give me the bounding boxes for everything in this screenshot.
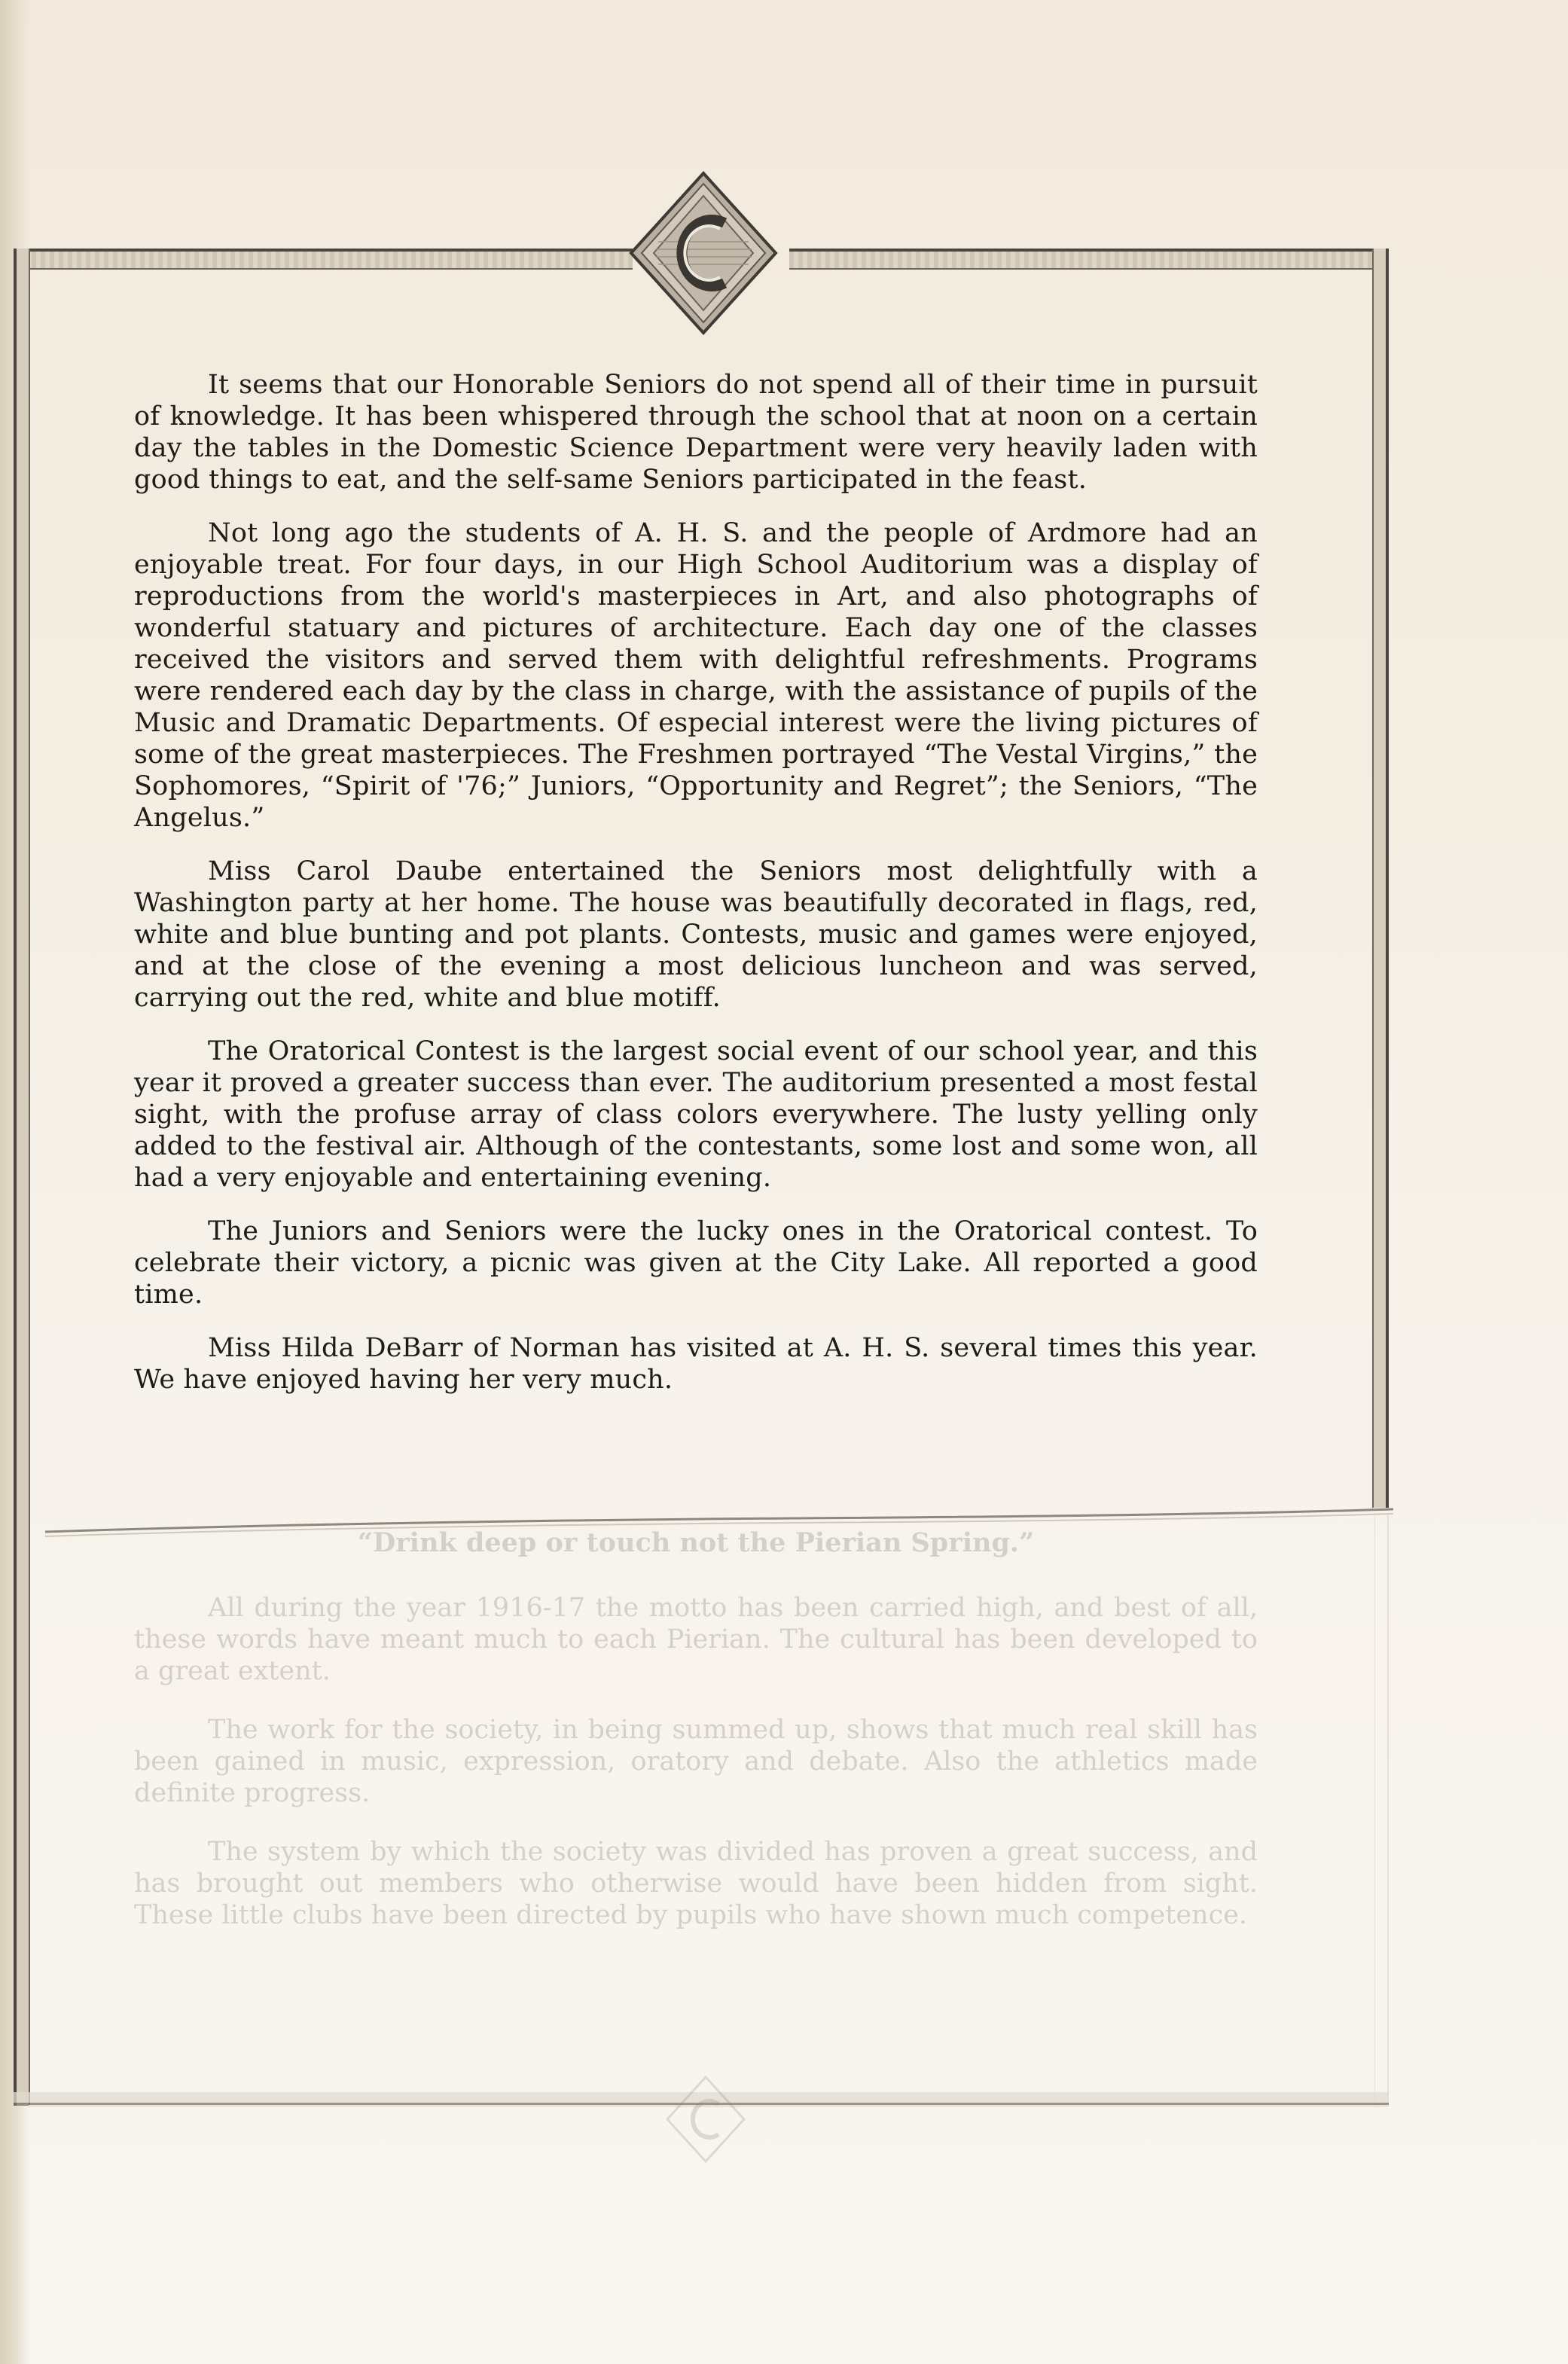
paragraph-art-display: Not long ago the students of A. H. S. and the people of Ardmore had an enjoyable treat. For four days, in our High School Auditorium was a display of reproductions from the world's masterpieces in Art, and also photographs of wonderful statuary and pictures of architecture. Each day one of the classes received the visitors and served them with delightful refreshments. Programs were rendered each day by the class in charge, with the assistance of pupils of the Music and Dramatic Departments. Of especial interest were the living pictures of some of the great masterpieces. The Freshmen portrayed “The Vestal Virgins,” the Sophomores, “Spirit of '76;” Juniors, “Opportunity and Regret”; the Seniors, “The Angelus.” (134, 518, 1258, 833)
emblem-letter: C (553, 95, 554, 96)
show-through-title: “Drink deep or touch not the Pierian Spring.” (357, 1527, 1035, 1558)
right-border-rule (1372, 249, 1389, 1508)
show-through-paragraph: The work for the society, in being summed up, shows that much real skill has been gained in music, expression, oratory and debate. Also the athletics made definite progress. (134, 1715, 1258, 1808)
show-through-text (134, 1527, 1258, 1958)
paragraph-picnic: The Juniors and Seniors were the lucky ones in the Oratorical contest. To celebrate their victory, a picnic was given at the City Lake. All reported a good time. (134, 1216, 1258, 1310)
paragraph-seniors-feast: It seems that our Honorable Seniors do not spend all of their time in pursuit of knowledge. It has been whispered through the school that at noon on a certain day the tables in the Domestic Science Department were very heavily laden with good things to eat, and the self-same Seniors participated in the feast. (134, 370, 1258, 495)
faint-emblem-icon (664, 2074, 747, 2164)
paragraph-oratorical-contest: The Oratorical Contest is the largest social event of our school year, and this year it proved a greater success than ever. The auditorium presented a most festal sight, with the profuse array of class colors everywhere. The lusty yelling only added to the festival air. Although of the contestants, some lost and some won, all had a very enjoyable and entertaining evening. (134, 1036, 1258, 1193)
article-body (134, 369, 1258, 1417)
top-border-rule-right (789, 249, 1389, 270)
show-through-paragraph: The system by which the society was divided has proven a great success, and has brought out members who otherwise would have been hidden from sight. These little clubs have been directed by pupils who have shown much competence. (134, 1837, 1258, 1930)
top-border-rule-left (14, 249, 633, 270)
paragraph-washington-party: Miss Carol Daube entertained the Seniors most delightfully with a Washington party at her home. The house was beautifully decorated in flags, red, white and blue bunting and pot plants. Contests, music and games were enjoyed, and at the close of the evening a most delicious luncheon and was served, carrying out the red, white and blue motiff. (134, 856, 1258, 1013)
right-border-rule-faint (1374, 1514, 1389, 2106)
show-through-paragraph: All during the year 1916-17 the motto has been carried high, and best of all, these words have meant much to each Pierian. The cultural has been developed to a great extent. (134, 1593, 1258, 1686)
diamond-c-emblem-icon (553, 95, 779, 336)
left-border-rule (14, 249, 30, 2106)
paragraph-hilda-debarr: Miss Hilda DeBarr of Norman has visited at A. H. S. several times this year. We have enjoyed having her very much. (134, 1333, 1258, 1395)
